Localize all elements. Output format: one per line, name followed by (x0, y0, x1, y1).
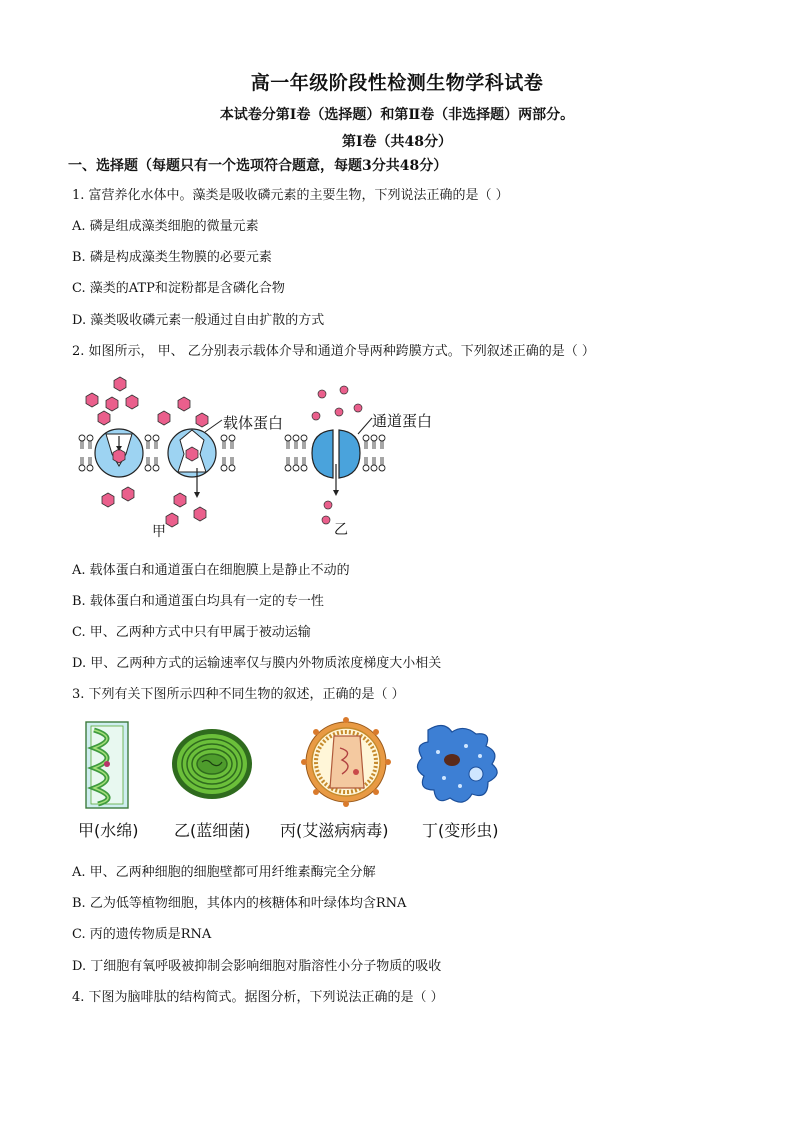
part-title: 第Ⅰ卷（共48分） (341, 134, 453, 150)
question-2-option-b: B. 载体蛋白和通道蛋白均具有一定的专一性 (72, 594, 324, 609)
caption-amoeba: 丁(变形虫) (422, 821, 499, 840)
question-3-stem: 3. 下列有关下图所示四种不同生物的叙述，正确的是（ ） (72, 687, 405, 702)
carrier-protein-1 (95, 429, 143, 477)
spirogyra-image (86, 722, 128, 808)
four-organisms-figure (72, 716, 532, 846)
question-4-stem: 4. 下图为脑啡肽的结构简式。据图分析，下列说法正确的是（ ） (72, 990, 444, 1005)
question-2-stem: 2. 如图所示， 甲、 乙分别表示载体介导和通道介导两种跨膜方式。下列叙述正确的是（ ） (72, 344, 595, 359)
figure-label-yi: 乙 (334, 522, 348, 538)
question-1-option-c: C. 藻类的ATP和淀粉都是含磷化合物 (72, 281, 285, 296)
section-title: 一、选择题（每题只有一个选项符合题意，每题3分共48分） (68, 158, 448, 174)
question-3-option-a: A. 甲、乙两种细胞的细胞壁都可用纤维素酶完全分解 (72, 865, 376, 880)
question-3-option-c: C. 丙的遗传物质是RNA (72, 927, 212, 942)
question-2-option-d: D. 甲、乙两种方式的运输速率仅与膜内外物质浓度梯度大小相关 (72, 656, 442, 671)
caption-spirogyra: 甲(水绵) (78, 821, 139, 840)
channel-protein-label: 通道蛋白 (372, 412, 433, 430)
lipid-bilayer-right (285, 435, 385, 471)
exam-subtitle: 本试卷分第Ⅰ卷（选择题）和第Ⅱ卷（非选择题）两部分。 (219, 107, 575, 123)
amoeba-image (417, 725, 497, 802)
caption-hiv: 丙(艾滋病病毒) (280, 821, 389, 840)
channel-protein (312, 430, 360, 496)
question-3-option-b: B. 乙为低等植物细胞，其体内的核糖体和叶绿体均含RNA (72, 896, 407, 911)
question-1-stem: 1. 富营养化水体中。藻类是吸收磷元素的主要生物，下列说法正确的是（ ） (72, 188, 509, 203)
question-1-option-a: A. 磷是组成藻类细胞的微量元素 (72, 219, 259, 234)
hiv-virus-image (301, 717, 391, 807)
page-title: 高一年级阶段性检测生物学科试卷 (250, 72, 544, 94)
cyanobacterium-image (172, 729, 252, 799)
carrier-protein-label: 载体蛋白 (223, 414, 284, 432)
caption-cyanobacterium: 乙(蓝细菌) (174, 821, 251, 840)
question-1-option-b: B. 磷是构成藻类生物膜的必要元素 (72, 250, 272, 265)
question-1-option-d: D. 藻类吸收磷元素一般通过自由扩散的方式 (72, 313, 325, 328)
carrier-protein-2 (168, 429, 216, 498)
membrane-transport-figure (76, 372, 456, 544)
question-2-option-c: C. 甲、乙两种方式中只有甲属于被动运输 (72, 625, 311, 640)
question-2-option-a: A. 载体蛋白和通道蛋白在细胞膜上是静止不动的 (72, 563, 350, 578)
channel-label-pointer (358, 418, 372, 434)
question-3-option-d: D. 丁细胞有氧呼吸被抑制会影响细胞对脂溶性小分子物质的吸收 (72, 959, 442, 974)
figure-label-jia: 甲 (152, 524, 166, 540)
